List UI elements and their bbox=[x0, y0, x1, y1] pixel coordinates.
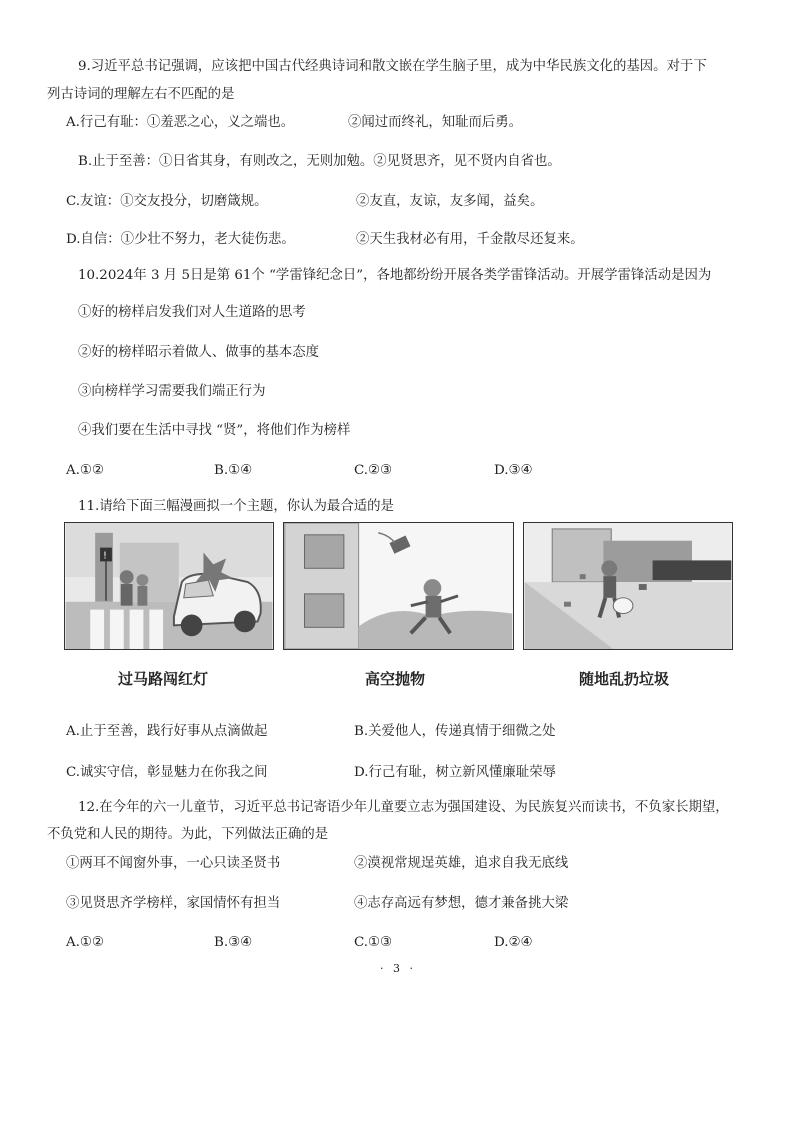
q12-item-2: ②漠视常规逞英雄，追求自我无底线 bbox=[354, 856, 569, 871]
q11-option-c: C.诚实守信，彰显魅力在你我之间 bbox=[66, 765, 268, 780]
q12-choice-b: B.③④ bbox=[214, 935, 253, 950]
q12-choice-a: A.①② bbox=[66, 935, 104, 950]
q9-stem-line2: 列古诗词的理解左右不匹配的是 bbox=[47, 87, 235, 102]
caption-high-altitude: 高空抛物 bbox=[365, 670, 426, 688]
q10-choice-a: A.①② bbox=[66, 463, 104, 478]
q12-item-4: ④志存高远有梦想，德才兼备挑大梁 bbox=[354, 896, 569, 911]
q9-option-a-part1: A.行己有耻：①羞恶之心，义之端也。 bbox=[66, 115, 295, 130]
littering-illustration bbox=[524, 523, 732, 649]
q12-choice-c: C.①③ bbox=[354, 935, 393, 950]
q9-option-a-part2: ②闻过而终礼，知耻而后勇。 bbox=[348, 115, 523, 130]
q9-option-d-part1: D.自信：①少壮不努力，老大徒伤悲。 bbox=[66, 232, 295, 247]
q12-item-3: ③见贤思齐学榜样，家国情怀有担当 bbox=[66, 896, 281, 911]
q12-stem-line1: 12.在今年的六一儿童节，习近平总书记寄语少年儿童要立志为强国建设、为民族复兴而读书，不负家长期望， bbox=[78, 800, 729, 815]
svg-text:!: ! bbox=[103, 550, 107, 562]
q9-option-d-part2: ②天生我材必有用，千金散尽还复来。 bbox=[356, 232, 584, 247]
q10-item-4: ④我们要在生活中寻找 “贤”，将他们作为榜样 bbox=[78, 423, 351, 438]
q12-choice-d: D.②④ bbox=[494, 935, 533, 950]
q10-item-2: ②好的榜样昭示着做人、做事的基本态度 bbox=[78, 345, 320, 360]
caption-red-light: 过马路闯红灯 bbox=[118, 670, 209, 688]
q10-stem: 10.2024年 3 月 5日是第 61个 “学雷锋纪念日”，各地都纷纷开展各类学雷锋活动。开展学雷锋活动是因为 bbox=[78, 268, 712, 283]
cartoon-red-light bbox=[64, 522, 274, 650]
q10-item-1: ①好的榜样启发我们对人生道路的思考 bbox=[78, 305, 306, 320]
q10-choice-b: B.①④ bbox=[214, 463, 253, 478]
q10-choice-d: D.③④ bbox=[494, 463, 533, 478]
red-light-illustration bbox=[65, 523, 273, 649]
q12-stem-line2: 不负党和人民的期待。为此，下列做法正确的是 bbox=[47, 827, 329, 842]
cartoon-littering bbox=[523, 522, 733, 650]
page-number: · 3 · bbox=[380, 962, 416, 975]
q11-stem: 11.请给下面三幅漫画拟一个主题，你认为最合适的是 bbox=[78, 499, 394, 514]
caption-littering: 随地乱扔垃圾 bbox=[579, 670, 670, 688]
q11-option-d: D.行己有耻，树立新风懂廉耻荣辱 bbox=[354, 765, 556, 780]
high-altitude-illustration bbox=[284, 523, 513, 649]
q10-choice-c: C.②③ bbox=[354, 463, 393, 478]
q12-item-1: ①两耳不闻窗外事，一心只读圣贤书 bbox=[66, 856, 281, 871]
cartoon-high-altitude-throwing bbox=[283, 522, 514, 650]
q9-option-c-part1: C.友谊：①交友投分，切磨箴规。 bbox=[66, 194, 268, 209]
q9-stem-line1: 9.习近平总书记强调，应该把中国古代经典诗词和散文嵌在学生脑子里，成为中华民族文化的基因。对于下 bbox=[78, 59, 707, 74]
q9-option-b: B.止于至善：①日省其身，有则改之，无则加勉。②见贤思齐，见不贤内自省也。 bbox=[78, 154, 561, 169]
q10-item-3: ③向榜样学习需要我们端正行为 bbox=[78, 384, 266, 399]
q11-option-a: A.止于至善，践行好事从点滴做起 bbox=[66, 724, 268, 739]
q9-option-c-part2: ②友直，友谅，友多闻，益矣。 bbox=[356, 194, 544, 209]
q11-option-b: B.关爱他人，传递真情于细微之处 bbox=[354, 724, 556, 739]
